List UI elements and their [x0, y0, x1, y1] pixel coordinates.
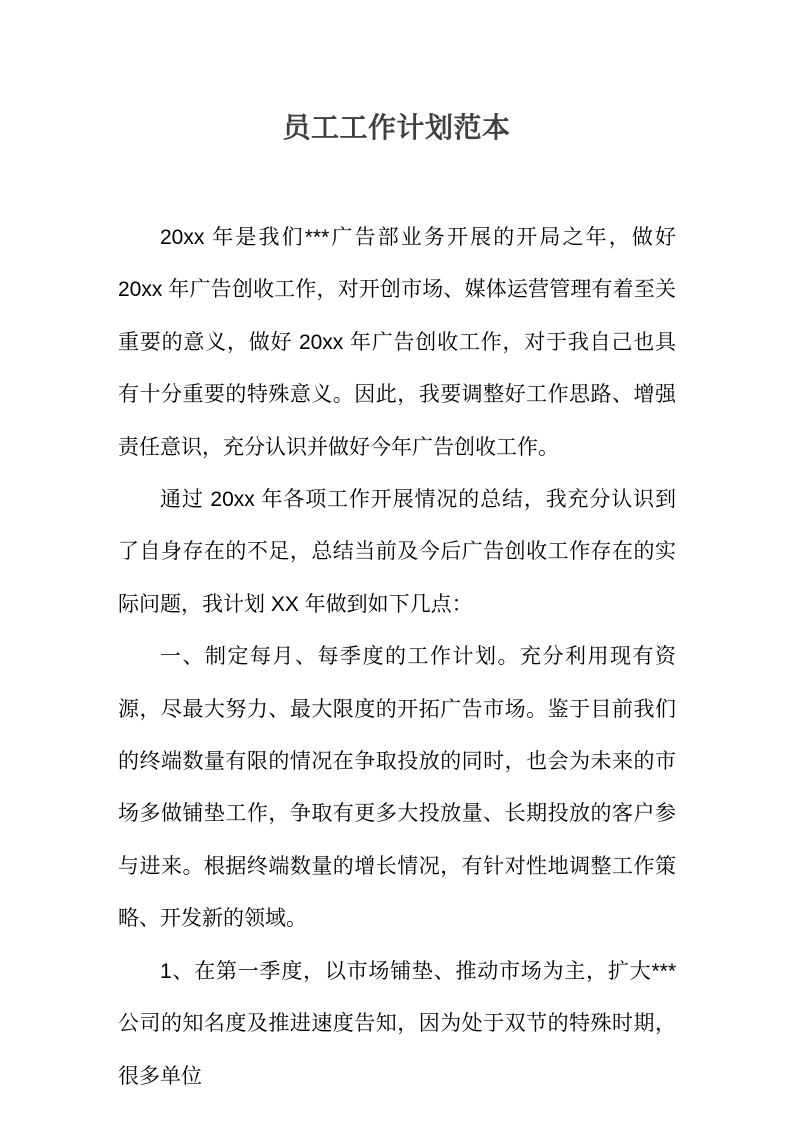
document-title: 员工工作计划范本: [282, 112, 511, 143]
document-body: [118, 212, 676, 1103]
paragraph: 通过 20xx 年各项工作开展情况的总结，我充分认识到了自身存在的不足，总结当前及今后广告创收工作存在的实际问题，我计划 XX 年做到如下几点：: [118, 488, 676, 616]
paragraph: 1、在第一季度，以市场铺垫、推动市场为主，扩大***公司的知名度及推进速度告知，因为处于双节的特殊时期，很多单位: [118, 959, 676, 1088]
paragraph: 一、制定每月、每季度的工作计划。充分利用现有资源，尽最大努力、最大限度的开拓广告市场。鉴于目前我们的终端数量有限的情况在争取投放的同时，也会为未来的市场多做铺垫工作，争取有更多大投放量、长期投放的客户参与进来。根据终端数量的增长情况，有针对性地调整工作策略、开发新的领域。: [118, 645, 676, 931]
paragraph: 20xx 年是我们***广告部业务开展的开局之年，做好 20xx 年广告创收工作，对开创市场、媒体运营管理有着至关重要的意义，做好 20xx 年广告创收工作，对于我自己也具有十分重要的特殊意义。因此，我要调整好工作思路、增强责任意识，充分认识并做好今年广告创收工作。: [118, 226, 676, 459]
